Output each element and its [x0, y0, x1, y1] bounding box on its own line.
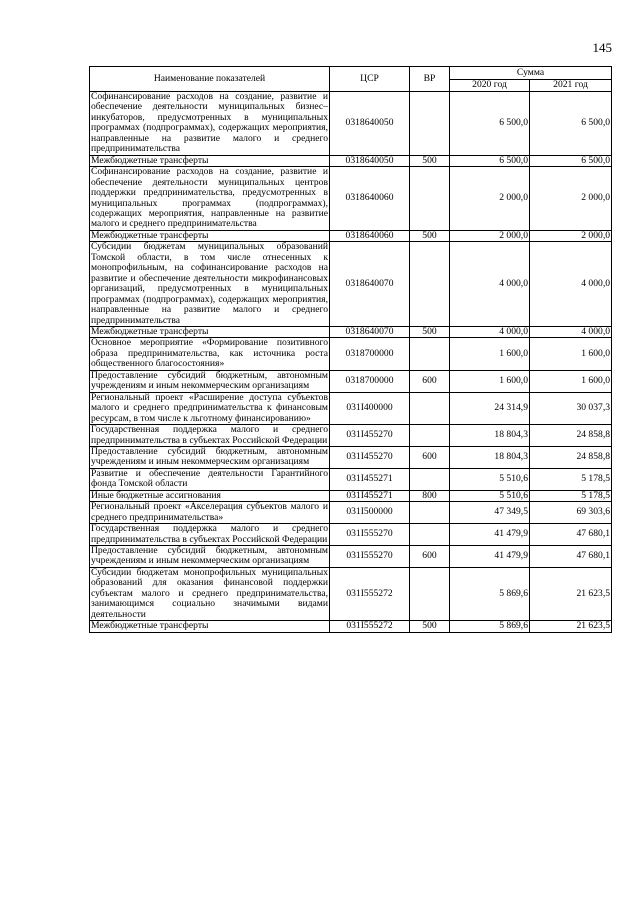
row-csr: 031I555272 — [330, 567, 410, 620]
row-sum-2021: 30 037,3 — [530, 392, 612, 424]
header-csr: ЦСР — [330, 67, 410, 92]
row-csr: 0318700000 — [330, 370, 410, 392]
table-row — [90, 502, 612, 524]
table-row — [90, 546, 612, 568]
row-name: Государственная поддержка малого и среднего предпринимательства в субъектах Российской Федерации — [91, 424, 328, 446]
row-sum-2021: 21 623,5 — [530, 621, 612, 632]
row-name: Предоставление субсидий бюджетным, автономным учреждениям и иным некоммерческим организациям — [91, 445, 328, 468]
row-sum-2020: 18 804,3 — [450, 446, 530, 468]
row-sum-2021: 4 000,0 — [530, 242, 612, 327]
row-csr: 031I500000 — [330, 502, 410, 524]
row-vr — [410, 392, 450, 424]
table-body — [90, 92, 612, 633]
row-csr: 031I555270 — [330, 524, 410, 546]
row-vr — [410, 242, 450, 327]
row-csr: 031I555270 — [330, 546, 410, 568]
row-sum-2020: 2 000,0 — [450, 230, 530, 241]
row-sum-2020: 41 479,9 — [450, 546, 530, 568]
row-csr: 0318640050 — [330, 155, 410, 166]
row-sum-2020: 4 000,0 — [450, 326, 530, 337]
row-sum-2020: 18 804,3 — [450, 425, 530, 447]
row-sum-2021: 2 000,0 — [530, 230, 612, 241]
row-vr — [410, 167, 450, 231]
table-row — [90, 392, 612, 424]
page-number: 145 — [592, 40, 612, 55]
row-sum-2020: 41 479,9 — [450, 524, 530, 546]
row-sum-2020: 5 869,6 — [450, 567, 530, 620]
table-row — [90, 92, 612, 156]
row-csr: 0318640060 — [330, 230, 410, 241]
table-row — [90, 621, 612, 632]
row-sum-2020: 24 314,9 — [450, 392, 530, 424]
row-sum-2020: 1 600,0 — [450, 370, 530, 392]
row-vr: 600 — [410, 446, 450, 468]
row-name: Государственная поддержка малого и среднего предпринимательства в субъектах Российской Федерации — [91, 523, 328, 545]
table-row — [90, 242, 612, 327]
header-name: Наименование показателей — [90, 67, 330, 92]
row-name: Предоставление субсидий бюджетным, автономным учреждениям и иным некоммерческим организациям — [91, 545, 328, 567]
row-name: Софинансирование расходов на создание, развитие и обеспечение деятельности муниципальных бизнес–инкубаторов, предусмотренных в муниципальных программах (подпрограммах), содержащих мероприятия, направленные на развитие малого и среднего предпринимательства — [91, 91, 328, 155]
row-sum-2021: 69 303,6 — [530, 502, 612, 524]
row-csr: 0318640050 — [330, 92, 410, 156]
row-sum-2021: 5 178,5 — [530, 468, 612, 490]
row-vr — [410, 468, 450, 490]
row-csr: 031I455271 — [330, 490, 410, 501]
row-name: Субсидии бюджетам монопрофильных муниципальных образований для оказания финансовой поддержки субъектам малого и среднего предпринимательства, занимающимся социально значимыми видами деятельности — [91, 566, 328, 620]
table-row — [90, 567, 612, 620]
row-csr: 0318700000 — [330, 338, 410, 370]
header-vr: ВР — [410, 67, 450, 92]
row-name: Иные бюджетные ассигнования — [90, 490, 330, 501]
row-sum-2020: 5 510,6 — [450, 490, 530, 501]
header-2020: 2020 год — [450, 79, 530, 92]
row-sum-2021: 24 858,8 — [530, 425, 612, 447]
table-row — [90, 230, 612, 241]
row-sum-2021: 5 178,5 — [530, 490, 612, 501]
row-vr: 500 — [410, 155, 450, 166]
row-sum-2021: 1 600,0 — [530, 370, 612, 392]
row-csr: 031I455271 — [330, 468, 410, 490]
row-sum-2021: 47 680,1 — [530, 524, 612, 546]
table-row — [90, 338, 612, 370]
table-row — [90, 370, 612, 392]
row-name: Основное мероприятие «Формирование позитивного образа предпринимательства, как источника роста общественного благосостояния» — [91, 337, 328, 370]
row-name: Межбюджетные трансферты — [90, 326, 330, 337]
table-row — [90, 167, 612, 231]
table-row — [90, 425, 612, 447]
row-vr — [410, 567, 450, 620]
row-sum-2021: 24 858,8 — [530, 446, 612, 468]
row-vr: 600 — [410, 546, 450, 568]
row-csr: 0318640070 — [330, 242, 410, 327]
row-sum-2021: 1 600,0 — [530, 338, 612, 370]
table-header — [90, 67, 612, 92]
row-csr: 0318640060 — [330, 167, 410, 231]
row-vr: 500 — [410, 326, 450, 337]
row-vr — [410, 524, 450, 546]
row-sum-2020: 4 000,0 — [450, 242, 530, 327]
row-vr: 800 — [410, 490, 450, 501]
row-name: Межбюджетные трансферты — [90, 621, 330, 632]
row-name: Межбюджетные трансферты — [90, 230, 330, 241]
row-sum-2020: 1 600,0 — [450, 338, 530, 370]
header-2021: 2021 год — [530, 79, 612, 92]
table-row — [90, 468, 612, 490]
header-sum: Сумма — [450, 67, 612, 80]
table-row — [90, 155, 612, 166]
row-name: Софинансирование расходов на создание, развитие и обеспечение деятельности муниципальных центров поддержки предпринимательства, предусмотренных в муниципальных программах (подпрограммах), содержащих мероприятия, направленные на развитие малого и среднего предпринимательства — [91, 166, 328, 230]
row-vr: 500 — [410, 621, 450, 632]
row-sum-2021: 4 000,0 — [530, 326, 612, 337]
table-row — [90, 326, 612, 337]
row-sum-2020: 6 500,0 — [450, 155, 530, 166]
row-sum-2020: 5 869,6 — [450, 621, 530, 632]
row-csr: 031I555272 — [330, 621, 410, 632]
row-sum-2021: 2 000,0 — [530, 167, 612, 231]
row-vr — [410, 92, 450, 156]
row-sum-2021: 47 680,1 — [530, 546, 612, 568]
table-row — [90, 524, 612, 546]
row-csr: 0318640070 — [330, 326, 410, 337]
row-sum-2020: 47 349,5 — [450, 502, 530, 524]
row-sum-2021: 6 500,0 — [530, 155, 612, 166]
row-sum-2021: 21 623,5 — [530, 567, 612, 620]
row-csr: 031I400000 — [330, 392, 410, 424]
row-vr — [410, 502, 450, 524]
row-csr: 031I455270 — [330, 446, 410, 468]
budget-table — [89, 66, 612, 633]
row-name: Предоставление субсидий бюджетным, автономным учреждениям и иным некоммерческим организациям — [91, 369, 328, 392]
row-sum-2020: 5 510,6 — [450, 468, 530, 490]
row-vr: 500 — [410, 230, 450, 241]
row-name: Региональный проект «Акселерация субъектов малого и среднего предпринимательства» — [91, 501, 328, 523]
row-vr — [410, 338, 450, 370]
row-name: Субсидии бюджетам муниципальных образований Томской области, в том числе отнесенных к монопрофильным, на софинансирование расходов на развитие и обеспечение деятельности микрофинансовых организаций, предусмотренных в муниципальных программах (подпрограммах), содержащих мероприятия, направленные на развитие малого и среднего предпринимательства — [91, 241, 328, 326]
table-row — [90, 490, 612, 501]
row-name: Межбюджетные трансферты — [90, 155, 330, 166]
row-sum-2020: 6 500,0 — [450, 92, 530, 156]
row-csr: 031I455270 — [330, 425, 410, 447]
row-name: Региональный проект «Расширение доступа субъектов малого и среднего предпринимательства к финансовым ресурсам, в том числе к льготному финансированию» — [91, 391, 328, 424]
table-row — [90, 446, 612, 468]
row-vr — [410, 425, 450, 447]
row-sum-2021: 6 500,0 — [530, 92, 612, 156]
row-sum-2020: 2 000,0 — [450, 167, 530, 231]
row-vr: 600 — [410, 370, 450, 392]
row-name: Развитие и обеспечение деятельности Гарантийного фонда Томской области — [91, 467, 328, 490]
